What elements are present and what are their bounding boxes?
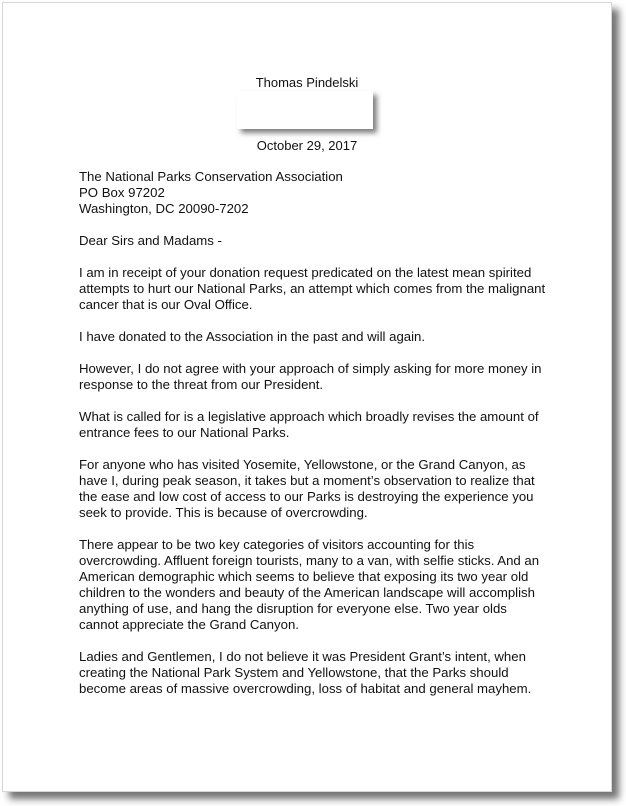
paragraph: For anyone who has visited Yosemite, Yellowstone, or the Grand Canyon, as have I, during peak season, it takes but a moment’s observation to realize that the ease and low cost of access to our Parks is destroying the experience you seek to provide. This is because of overcrowding. [79,457,535,520]
letter-page [2,2,612,792]
paragraph: I have donated to the Association in the past and will again. [79,329,426,344]
letter-body [79,169,549,713]
recipient-line: Washington, DC 20090-7202 [79,201,249,216]
recipient-line: The National Parks Conservation Association [79,169,343,184]
letter-date: October 29, 2017 [256,138,358,153]
recipient-address [79,169,549,217]
recipient-line: PO Box 97202 [79,185,165,200]
paragraph: I am in receipt of your donation request predicated on the latest mean spirited attempts to hurt our National Parks, an attempt which comes from the malignant cancer that is our Oval Office. [79,265,546,312]
paragraph: However, I do not agree with your approach of simply asking for more money in response to the threat from our President. [79,361,542,392]
paragraph: There appear to be two key categories of visitors accounting for this overcrowding. Affluent foreign tourists, many to a van, with selfie sticks. And an American demographic which seems to believe that exposing its two year old children to the wonders and beauty of the American landscape will accomplish anything of use, and hang the disruption for everyone else. Two year olds cannot appreciate the Grand Canyon. [79,537,540,632]
paragraph: Ladies and Gentlemen, I do not believe it was President Grant’s intent, when creating the National Park System and Yellowstone, that the Parks should become areas of massive overcrowding, loss of habitat and general mayhem. [79,649,532,696]
redacted-address-block [237,91,373,129]
salutation: Dear Sirs and Madams - [79,233,222,248]
sender-name: Thomas Pindelski [255,75,359,90]
paragraph: What is called for is a legislative approach which broadly revises the amount of entrance fees to our National Parks. [79,409,539,440]
